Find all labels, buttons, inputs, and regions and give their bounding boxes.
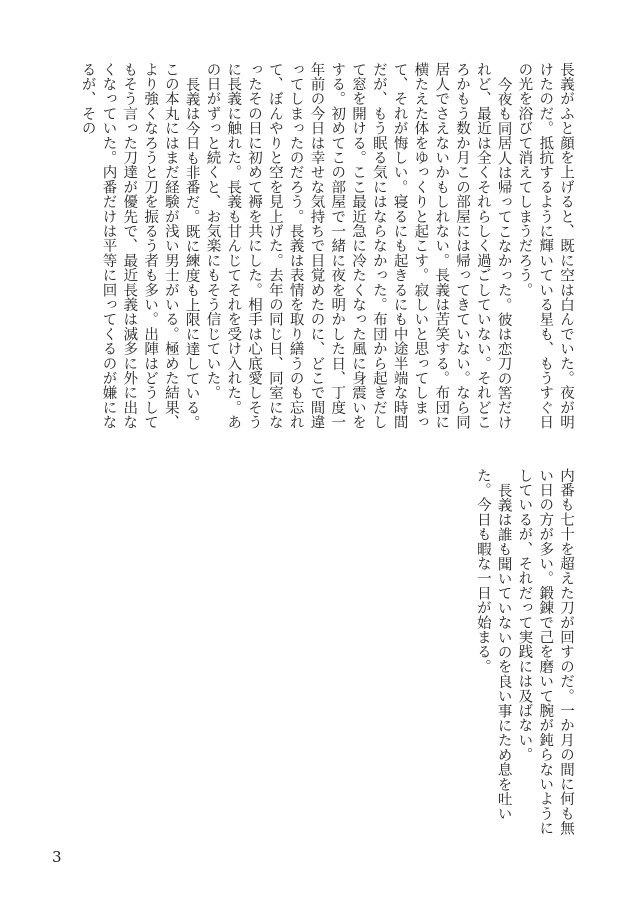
paragraph: 長義は今日も非番だ。既に練度も上限に達している。この本丸にはまだ経験が浅い男士がいる。極めた結果、より強くなろうと刀を振るう者も多い。出陣はどうしてもそう言った刀達が優先で、最近長義は滅多に外に出なくなっていた。内番だけは平等に回ってくるのが嫌になるが、その (79, 62, 200, 430)
paragraph: 長義がふと顔を上げると、既に空は白んでいた。夜が明けたのだ。抵抗するように輝いている星も、もうすぐ日の光を浴びて消えてしまうだろう。 (516, 62, 574, 430)
page-number: 3 (52, 848, 62, 866)
paragraph: 長義は誰も聞いていないのを良い事にため息を吐いた。今日も暇な一日が始まる。 (474, 468, 512, 821)
paragraph: 内番も七十を超えた刀が回すのだ。一か月の間に何も無い日の方が多い。鍛錬で己を磨いて腕が鈍らないようにしているが、それだって実践には及ばない。 (516, 468, 574, 836)
upper-text-block (46, 62, 576, 440)
paragraph: 今夜も同居人は帰ってこなかった。彼は恋刀の筈だけれど、最近は全くそれらしく過ごしていない。それどころかもう数か月この部屋には帰ってきていない。なら同居人でさえないかもしれない。長義は苦笑する。布団に横たえた体をゆっくりと起こす。寂しいと思ってしまって、それが悔しい。寝るにも起きるにも中途半端な時間だが、もう眠る気にはならなかった。布団から起きだして窓を開ける。ここ最近急に冷たくなった風に身震いをする。初めてこの部屋で一緒に夜を明かした日、丁度一年前の今日は幸せな気持ちで目覚めたのに、どこで間違ってしまったのだろう。長義は表情を取り繕うのも忘れて、ぼんやりと空を見上げた。去年の同じ日、同室になったその日に初めて褥を共にした。相手は心底愛しそうに長義に触れた。長義も甘んじてそれを受け入れた。あの日がずっと続くと、お気楽にもそう信じていた。 (204, 62, 512, 430)
lower-text-block (306, 468, 576, 846)
